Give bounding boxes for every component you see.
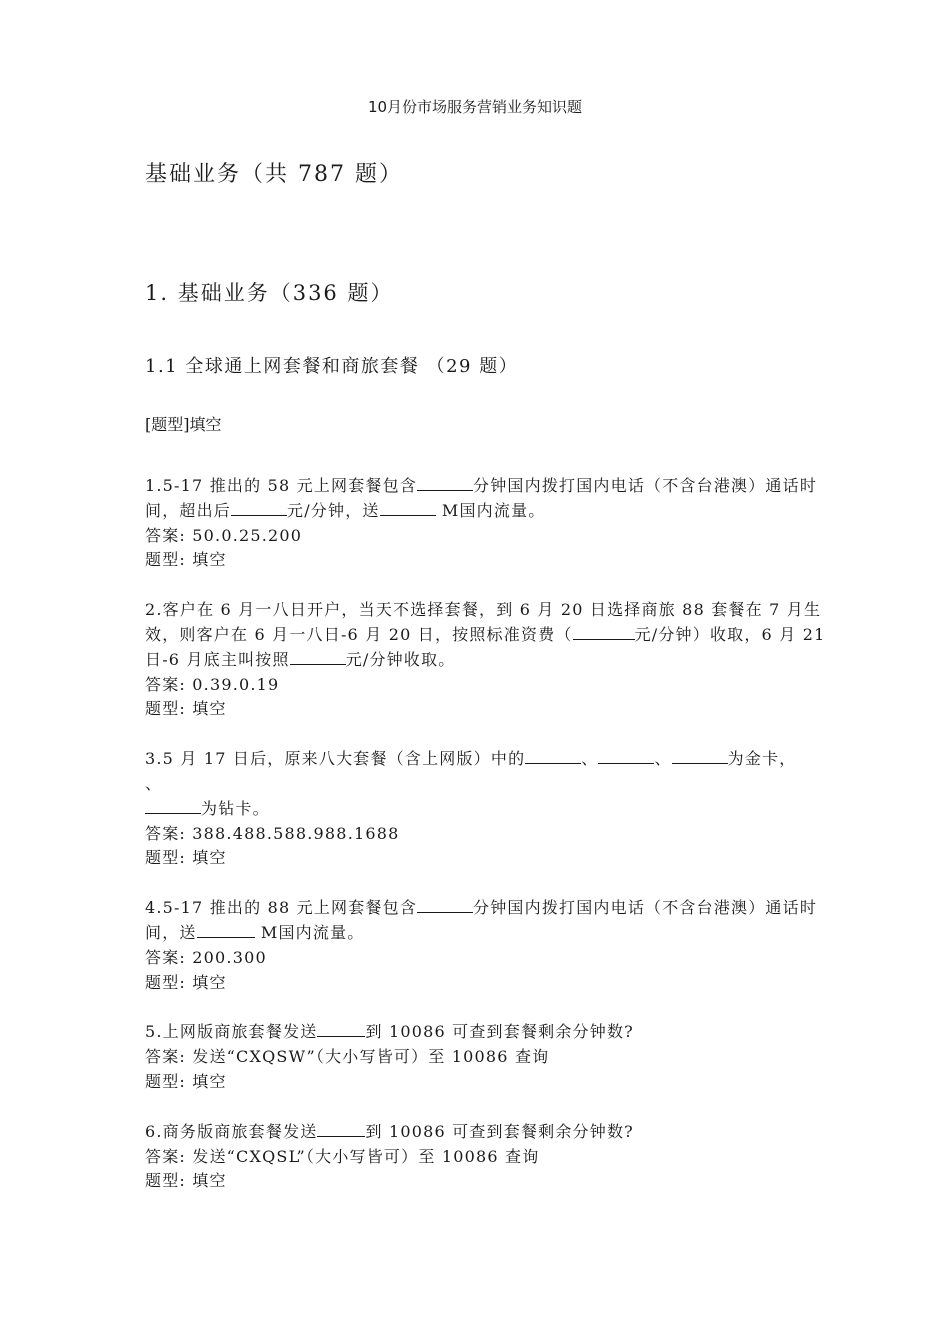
question-text-segment: 分钟国内拨打国内电话（不含台港澳）通话时间，超出后 bbox=[145, 476, 818, 520]
question-type: 题型: 填空 bbox=[145, 1171, 227, 1191]
question-item bbox=[145, 747, 850, 871]
question-answer: 答案: 发送“CXQSL”（大小写皆可）至 10086 查询 bbox=[145, 1146, 540, 1166]
fill-blank bbox=[317, 1020, 365, 1037]
question-item bbox=[145, 1120, 850, 1194]
question-answer: 答案: 0.39.0.19 bbox=[145, 674, 280, 694]
question-text-segment: 2.客户在 6 月一八日开户，当天不选择套餐，到 6 月 20 日选择商旅 88 套餐在 7 月生效，则客户在 6 月一八日-6 月 20 日，按照标准资费（ bbox=[145, 600, 822, 644]
question-text bbox=[145, 896, 850, 946]
section-heading: 基础业务（共 787 题） bbox=[145, 162, 403, 187]
question-text-segment: 为钻卡。 bbox=[201, 798, 270, 818]
fill-blank bbox=[290, 648, 346, 665]
question-text-segment: 3.5 月 17 日后，原来八大套餐（含上网版）中的 bbox=[145, 749, 526, 769]
fill-blank bbox=[231, 499, 287, 516]
question-text-segment: 到 10086 可查到套餐剩余分钟数? bbox=[365, 1022, 634, 1042]
question-text bbox=[145, 474, 850, 524]
question-item bbox=[145, 598, 850, 722]
question-text-segment: 分钟国内拨打国内电话（不含台港澳）通话时间，送 bbox=[145, 898, 818, 942]
question-item bbox=[145, 896, 850, 995]
question-text-segment: 、 bbox=[654, 749, 672, 769]
question-text-segment: 、 bbox=[581, 749, 599, 769]
fill-blank bbox=[417, 896, 473, 913]
question-answer: 答案: 200.300 bbox=[145, 947, 267, 967]
question-text-segment: 元/分钟）收取，6 月 21 日-6 月底主叫按照 bbox=[145, 624, 826, 669]
fill-blank bbox=[672, 747, 728, 764]
question-text-segment: M国内流量。 bbox=[254, 922, 365, 942]
question-text bbox=[145, 747, 850, 821]
question-type: 题型: 填空 bbox=[145, 550, 227, 570]
question-type: 题型: 填空 bbox=[145, 1071, 227, 1091]
question-answer: 答案: 发送“CXQSW”（大小写皆可）至 10086 查询 bbox=[145, 1047, 550, 1067]
question-text-segment: 5.上网版商旅套餐发送 bbox=[145, 1022, 318, 1042]
subsubsection-heading: 1.1 全球通上网套餐和商旅套餐 （29 题） bbox=[145, 356, 519, 377]
question-text bbox=[145, 1020, 850, 1045]
question-text-segment: 到 10086 可查到套餐剩余分钟数? bbox=[365, 1121, 634, 1141]
fill-blank bbox=[525, 747, 581, 764]
fill-blank bbox=[145, 797, 201, 814]
question-text-segment: 元/分钟，送 bbox=[287, 500, 380, 520]
question-text-segment: 元/分钟收取。 bbox=[345, 649, 456, 669]
document-title: 10月份市场服务营销业务知识题 bbox=[367, 98, 583, 116]
question-type-label: [题型]填空 bbox=[145, 415, 222, 434]
question-list bbox=[145, 474, 850, 1219]
question-text-segment: 为金卡， bbox=[727, 749, 797, 769]
question-text-segment: 、 bbox=[145, 773, 163, 793]
question-answer: 答案: 388.488.588.988.1688 bbox=[145, 823, 400, 843]
fill-blank bbox=[380, 499, 436, 516]
question-text-segment: 1.5-17 推出的 58 元上网套餐包含 bbox=[145, 476, 418, 495]
subsection-heading: 1. 基础业务（336 题） bbox=[145, 281, 394, 305]
fill-blank bbox=[573, 623, 635, 640]
question-type: 题型: 填空 bbox=[145, 699, 227, 719]
question-text-segment: 4.5-17 推出的 88 元上网套餐包含 bbox=[145, 898, 418, 918]
question-text-segment: 6.商务版商旅套餐发送 bbox=[145, 1121, 318, 1141]
question-answer: 答案: 50.0.25.200 bbox=[145, 525, 303, 545]
question-text-segment: M国内流量。 bbox=[435, 500, 546, 520]
question-item bbox=[145, 1020, 850, 1094]
question-item bbox=[145, 474, 850, 573]
question-type: 题型: 填空 bbox=[145, 972, 227, 992]
question-type: 题型: 填空 bbox=[145, 848, 227, 868]
fill-blank bbox=[317, 1120, 365, 1137]
fill-blank bbox=[197, 921, 255, 938]
question-text bbox=[145, 1120, 850, 1145]
question-text bbox=[145, 598, 850, 672]
fill-blank bbox=[598, 747, 654, 764]
fill-blank bbox=[417, 474, 473, 491]
